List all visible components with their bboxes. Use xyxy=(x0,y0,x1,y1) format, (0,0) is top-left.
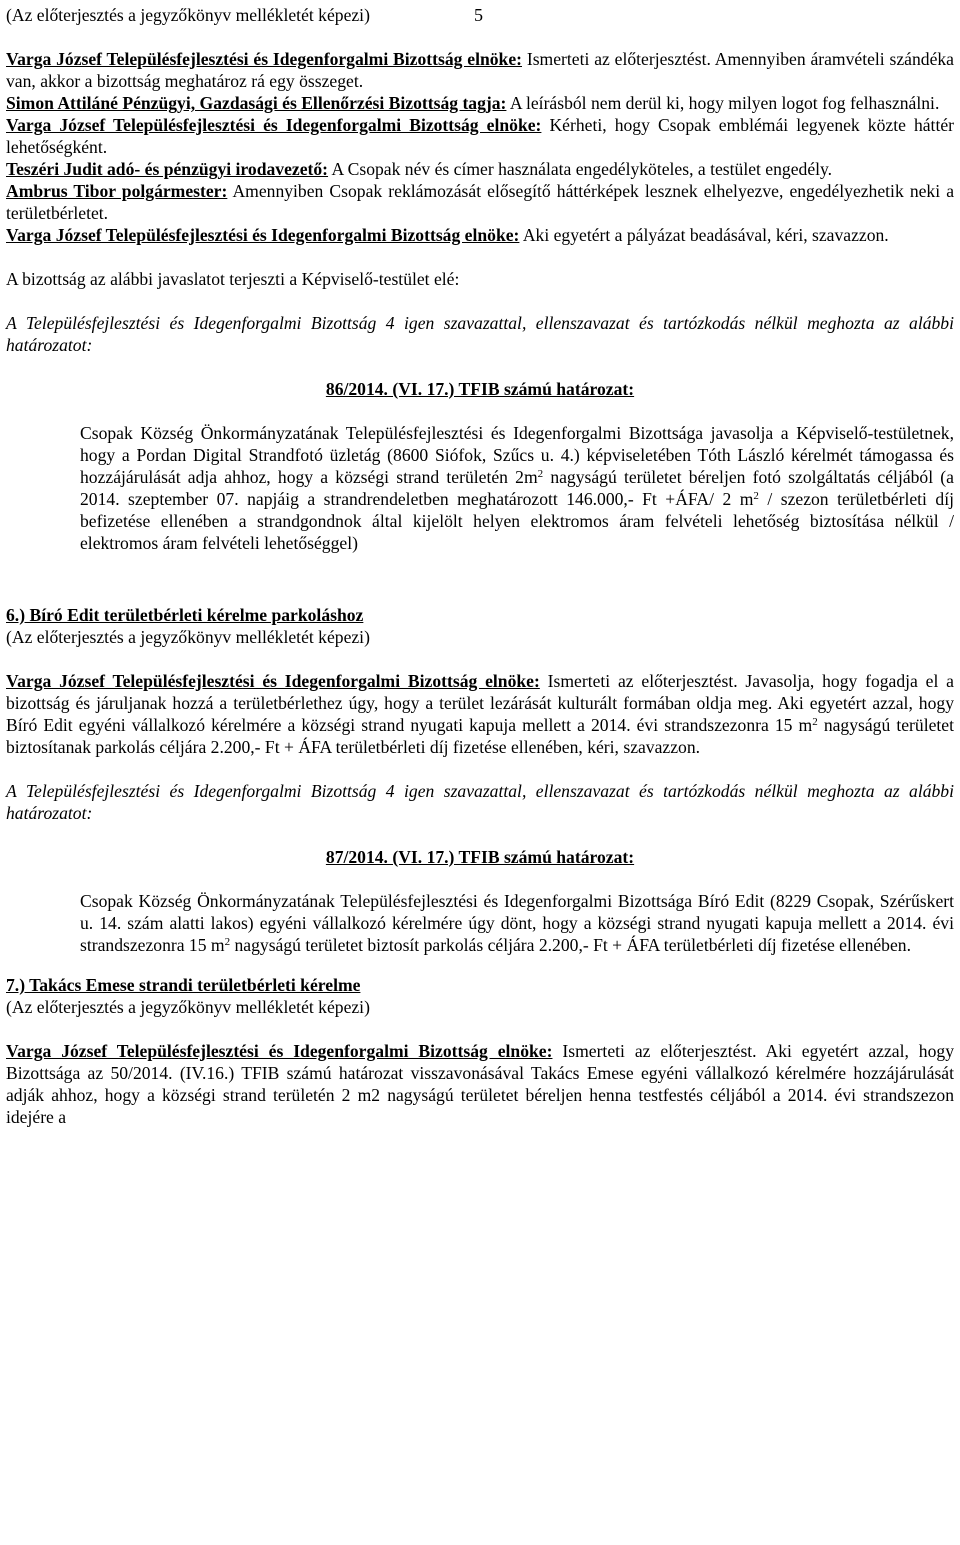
resolution-title xyxy=(6,846,954,868)
superscript: 2 xyxy=(812,716,818,728)
speaker-label: Varga József Településfejlesztési és Idegenforgalmi Bizottság elnöke: xyxy=(6,671,540,691)
text-run: A Településfejlesztési és Idegenforgalmi Bizottság 4 igen szavazattal, ellenszavazat és tartózkodás nélkül meghozta az alábbi határozatot: xyxy=(6,781,954,823)
text-run: / szezon területbérleti díj befizetése ellenében a strandgondnok által kijelölt helyen elektromos áram felvételi lehetőség biztosítása nélkül / elektromos áram felvételi lehetőséggel) xyxy=(80,489,954,553)
paragraph xyxy=(6,114,954,158)
speaker-label: Varga József Településfejlesztési és Idegenforgalmi Bizottság elnöke: xyxy=(6,225,520,245)
text-run: (Az előterjesztés a jegyzőkönyv mellékletét képezi) xyxy=(6,5,370,25)
text-run: Ismerteti az előterjesztést. Amennyiben áramvételi szándéka van, akkor a bizottság meghatároz rá egy összeget. xyxy=(6,49,954,91)
document-body xyxy=(6,4,954,1128)
spacer xyxy=(6,290,954,312)
page-number: 5 xyxy=(474,5,483,25)
text-run: A Csopak név és címer használata engedélyköteles, a testület engedély. xyxy=(328,159,833,179)
speaker-label: Varga József Településfejlesztési és Idegenforgalmi Bizottság elnöke: xyxy=(6,49,522,69)
text-run: Aki egyetért a pályázat beadásával, kéri, szavazzon. xyxy=(519,225,889,245)
paragraph xyxy=(6,312,954,356)
speaker-label: 86/2014. (VI. 17.) TFIB számú határozat: xyxy=(325,379,635,399)
paragraph xyxy=(6,224,954,246)
spacer xyxy=(6,824,954,846)
speaker-label: Ambrus Tibor polgármester: xyxy=(6,181,228,201)
speaker-label: 7.) Takács Emese strandi területbérleti kérelme xyxy=(6,975,361,995)
resolution-title xyxy=(6,378,954,400)
text-run: Ismerteti az előterjesztést. Aki egyetért azzal, hogy Bizottsága az 50/2014. (IV.16.) TFIB számú határozat visszavonásával Takács Emese egyéni vállalkozó kérelmére hozzájárulását adják ahhoz, hogy a községi strand területén 2 m2 nagyságú területet béreljen henna testfestés céljából a 2014. évi strandszezon idejére a xyxy=(6,1041,954,1127)
paragraph xyxy=(6,996,954,1018)
paragraph xyxy=(6,780,954,824)
speaker-label: Simon Attiláné Pénzügyi, Gazdasági és Ellenőrzési Bizottság tagja: xyxy=(6,93,507,113)
superscript: 2 xyxy=(224,936,231,948)
text-run: (Az előterjesztés a jegyzőkönyv mellékletét képezi) xyxy=(6,997,370,1017)
paragraph xyxy=(6,974,954,996)
spacer xyxy=(6,1018,954,1040)
paragraph xyxy=(6,604,954,626)
spacer xyxy=(6,26,954,48)
text-run: nagyságú területet biztosítanak parkolás céljára 2.200,- Ft + ÁFA területbérleti díj fizetése ellenében, kéri, szavazzon. xyxy=(6,715,954,757)
text-run: Ismerteti az előterjesztést. Javasolja, hogy fogadja el a bizottság és járuljanak hozzá a területbérlethez úgy, hogy a terület lezárását kulturált formában oldja meg. Aki egyetért azzal, hogy Bíró Edit egyéni vállalkozó kérelmére a községi strand nyugati kapuja mellett a 2014. évi strandszezonra 15 m xyxy=(6,671,954,735)
speaker-label: 87/2014. (VI. 17.) TFIB számú határozat: xyxy=(325,847,635,867)
text-run: A bizottság az alábbi javaslatot terjeszti a Képviselő-testület elé: xyxy=(6,269,460,289)
resolution-text xyxy=(6,890,954,956)
paragraph xyxy=(6,1040,954,1128)
paragraph xyxy=(6,158,954,180)
spacer xyxy=(6,648,954,670)
speaker-label: Varga József Településfejlesztési és Idegenforgalmi Bizottság elnöke: xyxy=(6,115,542,135)
speaker-label: Varga József Településfejlesztési és Idegenforgalmi Bizottság elnöke: xyxy=(6,1041,553,1061)
paragraph xyxy=(6,626,954,648)
text-run: nagyságú területet béreljen fotó szolgáltatás céljából (a 2014. szeptember 07. napjáig a strandrendeletben meghatározott 146.000,- Ft +ÁFA/ 2 m xyxy=(80,467,954,509)
text-run: A leírásból nem derül ki, hogy milyen logot fog felhasználni. xyxy=(506,93,940,113)
resolution-text xyxy=(6,422,954,554)
spacer xyxy=(6,356,954,378)
text-run: (Az előterjesztés a jegyzőkönyv mellékletét képezi) xyxy=(6,627,370,647)
spacer xyxy=(6,758,954,780)
paragraph xyxy=(6,670,954,758)
text-run: Kérheti, hogy Csopak emblémái legyenek közte háttér lehetőségként. xyxy=(6,115,955,157)
text-run: nagyságú területet biztosít parkolás céljára 2.200,- Ft + ÁFA területbérleti díj fizetése ellenében. xyxy=(230,935,911,955)
spacer xyxy=(6,868,954,890)
speaker-label: Teszéri Judit adó- és pénzügyi irodavezető: xyxy=(6,159,329,179)
text-run: A Településfejlesztési és Idegenforgalmi Bizottság 4 igen szavazattal, ellenszavazat és tartózkodás nélkül meghozta az alábbi határozatot: xyxy=(6,313,954,355)
spacer xyxy=(6,246,954,268)
paragraph xyxy=(6,48,954,92)
speaker-label: 6.) Bíró Edit területbérleti kérelme parkoláshoz xyxy=(6,605,364,625)
spacer xyxy=(6,956,954,974)
text-run: Csopak Község Önkormányzatának Településfejlesztési és Idegenforgalmi Bizottsága Bíró Edit (8229 Csopak, Szérűskert u. 14. szám alatti lakos) egyéni vállalkozó kérelmére úgy dönt, hogy a községi strand nyugati kapuja mellett a 2014. évi strandszezonra 15 m xyxy=(80,891,954,955)
spacer xyxy=(6,400,954,422)
paragraph xyxy=(6,92,954,114)
paragraph xyxy=(6,180,954,224)
text-run: Amennyiben Csopak reklámozását elősegítő háttérképek lesznek elhelyezve, engedélyezhetik neki a területbérletet. xyxy=(6,181,955,223)
superscript: 2 xyxy=(537,468,544,480)
paragraph xyxy=(6,268,954,290)
spacer xyxy=(6,582,954,604)
text-run: Csopak Község Önkormányzatának Településfejlesztési és Idegenforgalmi Bizottsága javasolja a Képviselő-testületnek, hogy a Pordan Digital Strandfotó üzletág (8600 Siófok, Szűcs u. 4.) képviseletében Tóth László kérelmét támogassa és hozzájárulását adja ahhoz, hogy a községi strand területén 2m xyxy=(80,423,954,487)
superscript: 2 xyxy=(753,490,759,502)
spacer xyxy=(6,554,954,582)
